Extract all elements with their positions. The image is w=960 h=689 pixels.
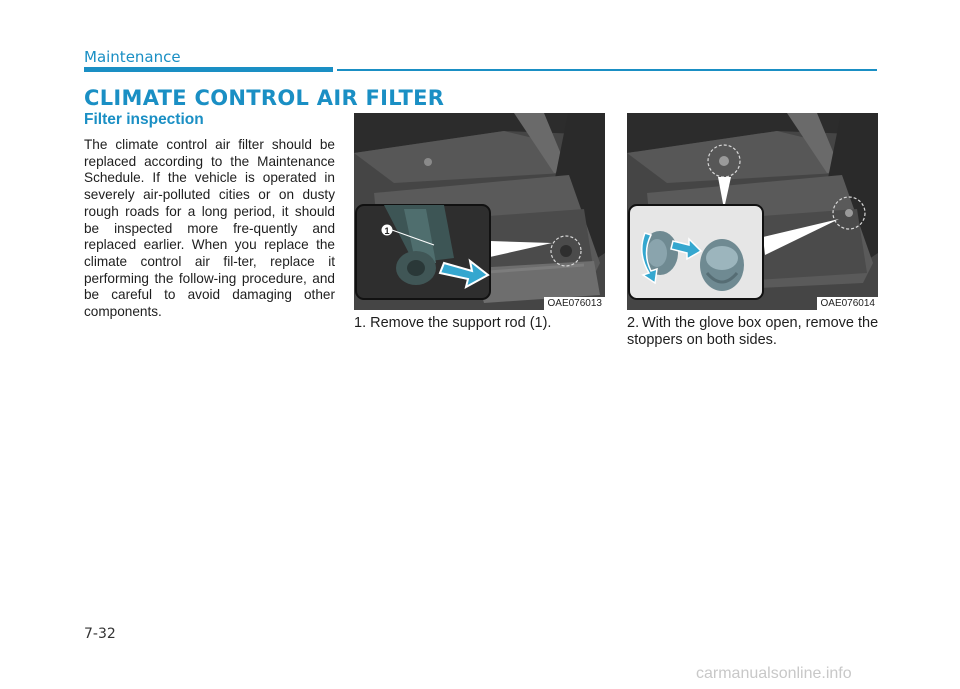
figure-code: OAE076014 — [817, 297, 879, 310]
stoppers-illustration — [627, 113, 878, 310]
figure-stoppers — [627, 113, 878, 310]
header-rule-thin — [337, 69, 877, 71]
watermark: carmanualsonline.info — [696, 665, 852, 682]
callout-1-label: 1 — [384, 226, 390, 236]
page-number: 7-32 — [84, 626, 116, 642]
step-text: With the glove box open, remove the stoppers on both sides. — [627, 315, 879, 348]
figure-code: OAE076013 — [544, 297, 606, 310]
figure-2-caption — [627, 315, 879, 349]
filter-inspection-body: The climate control air filter should be replaced according to the Maintenance Schedule. If the vehicle is operated in severely air-polluted cities or on dusty rough roads for a long period, it should be inspected more fre-quently and replaced earlier. When you replace the climate control air fil-ter, replace it performing the follow-ing procedure, and be careful to avoid damaging other components. — [84, 137, 335, 320]
section-label: Maintenance — [84, 48, 181, 66]
step-number: 2. — [627, 315, 640, 331]
header-rule-thick — [84, 67, 333, 72]
figure-support-rod — [354, 113, 605, 310]
filter-inspection-heading: Filter inspection — [84, 111, 204, 128]
support-rod-illustration — [354, 113, 605, 310]
figure-1-caption: 1. Remove the support rod (1). — [354, 315, 552, 331]
page-title: CLIMATE CONTROL AIR FILTER — [84, 86, 445, 110]
